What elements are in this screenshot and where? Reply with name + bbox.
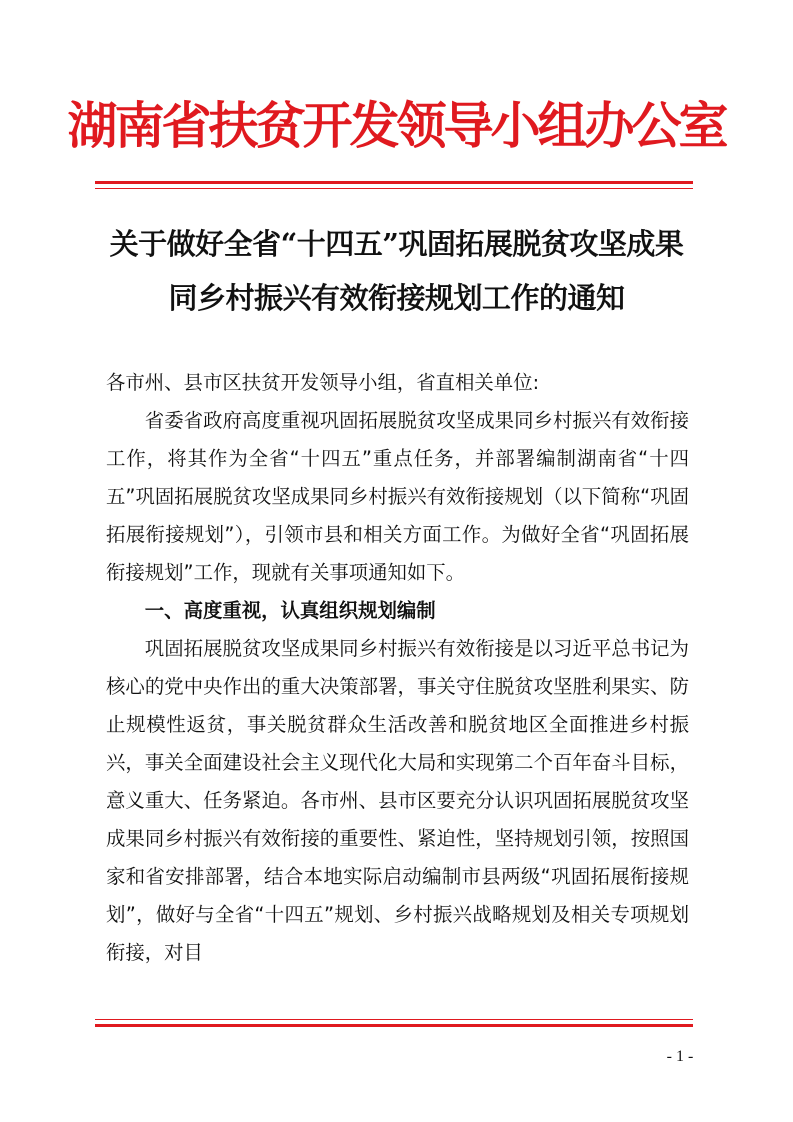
footer-divider-thin <box>95 1019 693 1020</box>
document-body <box>106 364 689 972</box>
org-header-title: 湖南省扶贫开发领导小组办公室 <box>67 96 726 155</box>
section-heading-1: 一、高度重视，认真组织规划编制 <box>144 599 436 622</box>
document-title-line-1: 关于做好全省“十四五”巩固拓展脱贫攻坚成果 <box>109 227 684 261</box>
salutation: 各市州、县市区扶贫开发领导小组，省直相关单位: <box>106 371 540 394</box>
page-number: - 1 - <box>666 1048 694 1065</box>
document-title-line-2: 同乡村振兴有效衔接规划工作的通知 <box>168 281 625 315</box>
paragraph-intro: 省委省政府高度重视巩固拓展脱贫攻坚成果同乡村振兴有效衔接工作，将其作为全省“十四五”重点任务，并部署编制湖南省“十四五”巩固拓展脱贫攻坚成果同乡村振兴有效衔接规划（以下简称“巩固拓展衔接规划”），引领市县和相关方面工作。为做好全省“巩固拓展衔接规划”工作，现就有关事项通知如下。 <box>106 409 689 584</box>
header-divider-thin <box>95 188 693 189</box>
footer-divider-thick <box>95 1024 693 1027</box>
paragraph-section-1: 巩固拓展脱贫攻坚成果同乡村振兴有效衔接是以习近平总书记为核心的党中央作出的重大决策部署，事关守住脱贫攻坚胜利果实、防止规模性返贫，事关脱贫群众生活改善和脱贫地区全面推进乡村振兴，事关全面建设社会主义现代化大局和实现第二个百年奋斗目标，意义重大、任务紧迫。各市州、县市区要充分认识巩固拓展脱贫攻坚成果同乡村振兴有效衔接的重要性、紧迫性，坚持规划引领，按照国家和省安排部署，结合本地实际启动编制市县两级“巩固拓展衔接规划”，做好与全省“十四五”规划、乡村振兴战略规划及相关专项规划衔接，对目 <box>106 637 689 964</box>
header-divider-thick <box>95 181 693 184</box>
